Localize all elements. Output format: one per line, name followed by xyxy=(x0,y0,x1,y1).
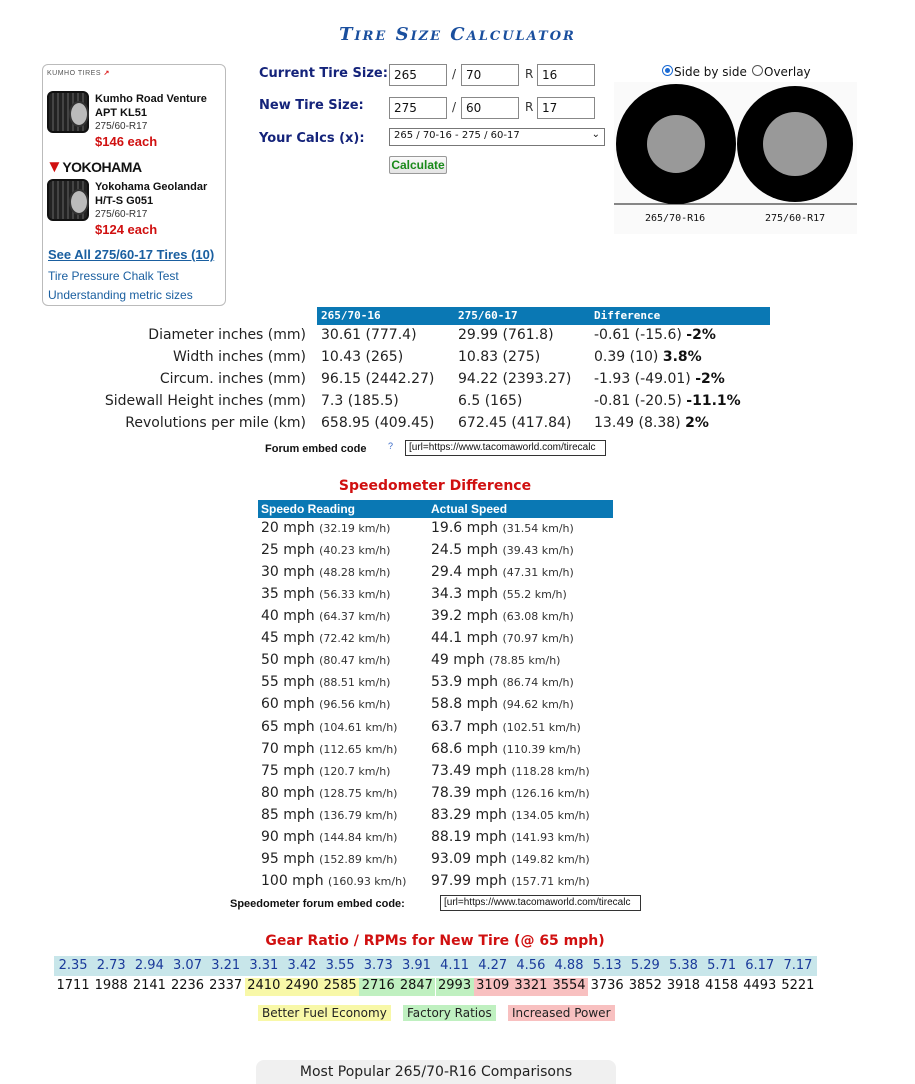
speedo-reading xyxy=(261,829,397,845)
actual-kmh: (134.05 km/h) xyxy=(511,808,590,822)
actual-kmh: (110.39 km/h) xyxy=(502,742,581,756)
cell-new: 29.99 (761.8) xyxy=(458,327,554,343)
legend-increased-power: Increased Power xyxy=(508,1005,615,1021)
rpm-value: 2993 xyxy=(436,978,474,996)
actual-kmh: (39.43 km/h) xyxy=(502,544,574,558)
rpm-value: 4158 xyxy=(705,978,739,993)
gear-ratio: 4.88 xyxy=(554,958,584,973)
header-current: 265/70-16 xyxy=(321,309,381,322)
page-title: Tire Size Calculator xyxy=(339,24,576,45)
popular-comparisons-tab[interactable]: Most Popular 265/70-R16 Comparisons xyxy=(256,1060,616,1084)
speedo-kmh: (152.89 km/h) xyxy=(319,852,398,866)
diff-percent: -11.1% xyxy=(686,393,741,409)
actual-speed xyxy=(431,696,574,712)
speedo-mph: 45 mph xyxy=(261,630,315,647)
speedo-reading xyxy=(261,674,390,690)
actual-speed xyxy=(431,520,574,536)
rim-r: R xyxy=(525,100,534,114)
row-label: Circum. inches (mm) xyxy=(159,371,306,387)
speedo-reading xyxy=(261,696,390,712)
speedo-kmh: (160.93 km/h) xyxy=(328,874,407,888)
actual-speed xyxy=(431,785,590,801)
gear-ratio: 2.35 xyxy=(58,958,88,973)
actual-speed xyxy=(431,630,574,646)
header-difference: Difference xyxy=(594,309,661,322)
actual-speed xyxy=(431,652,560,668)
gear-ratio: 5.38 xyxy=(668,958,698,973)
speedo-mph: 30 mph xyxy=(261,564,315,581)
speedo-reading xyxy=(261,741,397,757)
speedo-reading xyxy=(261,564,390,580)
calcs-select-value: 265 / 70-16 - 275 / 60-17 xyxy=(394,130,520,141)
speedo-kmh: (56.33 km/h) xyxy=(319,588,391,602)
actual-kmh: (149.82 km/h) xyxy=(511,852,590,866)
rpm-value: 1711 xyxy=(56,978,90,993)
actual-speed xyxy=(431,741,581,757)
gear-ratio: 3.73 xyxy=(363,958,393,973)
chevron-down-icon: ⌄ xyxy=(591,129,600,140)
speedo-mph: 25 mph xyxy=(261,542,315,559)
speedo-reading xyxy=(261,873,406,889)
forum-embed-input[interactable]: [url=https://www.tacomaworld.com/tirecalc xyxy=(405,440,606,456)
comparison-header xyxy=(317,307,770,325)
current-tire-diagram-label: 265/70-R16 xyxy=(645,213,706,224)
speedometer-title: Speedometer Difference xyxy=(338,478,532,494)
actual-kmh: (55.2 km/h) xyxy=(502,588,567,602)
speedo-mph: 95 mph xyxy=(261,850,315,867)
calcs-select[interactable] xyxy=(389,128,605,146)
gear-ratio: 3.42 xyxy=(287,958,317,973)
see-all-tires-link[interactable]: See All 275/60-17 Tires (10) xyxy=(48,247,215,262)
ad-tire-price: $146 each xyxy=(95,134,158,149)
diff-percent: 3.8% xyxy=(662,349,702,365)
cell-difference xyxy=(594,349,702,365)
gear-ratio: 3.55 xyxy=(325,958,355,973)
cell-current: 658.95 (409.45) xyxy=(321,415,435,431)
actual-kmh: (126.16 km/h) xyxy=(511,786,590,800)
speedo-reading xyxy=(261,719,397,735)
actual-kmh: (78.85 km/h) xyxy=(489,654,561,668)
actual-mph: 97.99 mph xyxy=(431,872,507,889)
speedo-reading xyxy=(261,630,390,646)
new-rim-input[interactable] xyxy=(537,97,595,119)
cell-current: 10.43 (265) xyxy=(321,349,404,365)
speedo-kmh: (120.7 km/h) xyxy=(319,764,391,778)
rpm-value: 2410 xyxy=(245,978,283,996)
row-label: Revolutions per mile (km) xyxy=(125,415,306,431)
overlay-label[interactable]: Overlay xyxy=(764,65,811,79)
gear-ratio: 3.21 xyxy=(211,958,241,973)
new-ratio-input[interactable] xyxy=(461,97,519,119)
speedo-reading xyxy=(261,542,390,558)
speedo-kmh: (128.75 km/h) xyxy=(319,786,398,800)
ad-tire-size: 275/60-R17 xyxy=(95,121,148,132)
actual-kmh: (157.71 km/h) xyxy=(511,874,590,888)
help-icon[interactable]: ? xyxy=(388,441,394,451)
actual-speed xyxy=(431,608,574,624)
actual-mph: 49 mph xyxy=(431,652,485,669)
speedo-reading xyxy=(261,520,390,536)
speedo-mph: 100 mph xyxy=(261,872,324,889)
actual-mph: 83.29 mph xyxy=(431,806,507,823)
rpm-value: 2337 xyxy=(209,978,243,993)
actual-mph: 19.6 mph xyxy=(431,520,499,536)
speedo-kmh: (64.37 km/h) xyxy=(319,610,391,624)
gear-ratio: 7.17 xyxy=(783,958,813,973)
tire-ad-box xyxy=(42,64,226,306)
kumho-logo: KUMHO TIRES ↗ xyxy=(47,70,110,77)
tire-diagram-svg xyxy=(614,82,857,234)
cell-new: 6.5 (165) xyxy=(458,393,523,409)
diff-value: -0.81 (-20.5) xyxy=(594,393,682,409)
gear-ratio: 3.07 xyxy=(173,958,202,973)
rpm-value: 2847 xyxy=(397,978,435,996)
actual-speed xyxy=(431,851,590,867)
actual-speed xyxy=(431,763,590,779)
speedo-kmh: (40.23 km/h) xyxy=(319,544,391,558)
actual-mph: 24.5 mph xyxy=(431,542,499,559)
rpm-value: 3918 xyxy=(666,978,700,993)
gear-ratio: 5.29 xyxy=(630,958,660,973)
speedo-reading xyxy=(261,608,390,624)
cell-difference xyxy=(594,393,741,409)
current-rim-input[interactable] xyxy=(537,64,595,86)
actual-mph: 44.1 mph xyxy=(431,630,499,647)
speedo-kmh: (80.47 km/h) xyxy=(319,654,391,668)
speedo-kmh: (144.84 km/h) xyxy=(319,830,398,844)
actual-kmh: (94.62 km/h) xyxy=(502,698,574,712)
calculate-button[interactable]: Calculate xyxy=(389,156,447,174)
speedometer-header xyxy=(258,500,613,518)
speedo-kmh: (112.65 km/h) xyxy=(319,742,398,756)
legend-factory-ratios: Factory Ratios xyxy=(403,1005,496,1021)
cell-new: 10.83 (275) xyxy=(458,349,541,365)
actual-mph: 93.09 mph xyxy=(431,850,507,867)
speedo-mph: 90 mph xyxy=(261,828,315,845)
speedo-kmh: (136.79 km/h) xyxy=(319,808,398,822)
cell-difference xyxy=(594,371,725,387)
row-label: Width inches (mm) xyxy=(172,349,306,365)
rpm-value: 3109 xyxy=(474,978,512,996)
diff-value: -0.61 (-15.6) xyxy=(594,327,682,343)
current-rim-circle xyxy=(647,115,705,173)
speedo-reading xyxy=(261,763,390,779)
speedo-kmh: (96.56 km/h) xyxy=(319,698,391,712)
side-by-side-radio[interactable] xyxy=(662,65,673,76)
tire-pressure-link[interactable]: Tire Pressure Chalk Test xyxy=(48,269,179,283)
rpm-value: 4493 xyxy=(743,978,777,993)
actual-kmh: (63.08 km/h) xyxy=(502,610,574,624)
speedo-embed-label: Speedometer forum embed code: xyxy=(230,898,405,910)
speedo-mph: 35 mph xyxy=(261,586,315,603)
speedo-mph: 70 mph xyxy=(261,740,315,757)
cell-difference xyxy=(594,327,716,343)
speedo-kmh: (48.28 km/h) xyxy=(319,566,391,580)
speedo-mph: 20 mph xyxy=(261,520,315,536)
rpm-value: 3321 xyxy=(512,978,550,996)
actual-kmh: (86.74 km/h) xyxy=(502,676,574,690)
actual-kmh: (47.31 km/h) xyxy=(502,566,574,580)
rpm-value: 2490 xyxy=(283,978,321,996)
diff-percent: -2% xyxy=(695,371,725,387)
actual-mph: 29.4 mph xyxy=(431,564,499,581)
actual-speed xyxy=(431,564,574,580)
actual-mph: 88.19 mph xyxy=(431,828,507,845)
actual-kmh: (102.51 km/h) xyxy=(502,720,581,734)
speedo-mph: 55 mph xyxy=(261,674,315,691)
rim-r: R xyxy=(525,67,534,81)
header-new: 275/60-17 xyxy=(458,309,518,322)
metric-sizes-link[interactable]: Understanding metric sizes xyxy=(48,288,193,302)
cell-current: 7.3 (185.5) xyxy=(321,393,399,409)
gear-ratio: 3.91 xyxy=(401,958,431,973)
actual-mph: 39.2 mph xyxy=(431,608,499,625)
speedo-kmh: (72.42 km/h) xyxy=(319,632,391,646)
actual-speed xyxy=(431,719,581,735)
gear-ratio: 3.31 xyxy=(249,958,279,973)
actual-mph: 58.8 mph xyxy=(431,696,499,713)
kumho-tire-image[interactable] xyxy=(47,91,89,133)
ad-tire-name[interactable]: Yokohama Geolandar H/T-S G051 xyxy=(95,181,208,207)
speedo-reading xyxy=(261,785,397,801)
speedo-mph: 80 mph xyxy=(261,784,315,801)
diff-value: 13.49 (8.38) xyxy=(594,415,681,431)
gear-ratio: 5.71 xyxy=(707,958,737,973)
slash: / xyxy=(452,67,457,81)
gear-ratio: 4.27 xyxy=(478,958,508,973)
overlay-radio[interactable] xyxy=(752,65,763,76)
actual-mph: 63.7 mph xyxy=(431,718,499,735)
side-by-side-label[interactable]: Side by side xyxy=(674,65,747,79)
row-label: Sidewall Height inches (mm) xyxy=(104,393,306,409)
diff-percent: 2% xyxy=(685,415,709,431)
speedo-kmh: (32.19 km/h) xyxy=(319,522,391,535)
speedo-mph: 60 mph xyxy=(261,696,315,713)
cell-new: 94.22 (2393.27) xyxy=(458,371,572,387)
actual-kmh: (141.93 km/h) xyxy=(511,830,590,844)
current-ratio-input[interactable] xyxy=(461,64,519,86)
speedo-mph: 50 mph xyxy=(261,652,315,669)
speedo-kmh: (88.51 km/h) xyxy=(319,676,391,690)
new-tire-label: New Tire Size: xyxy=(259,98,364,113)
current-tire-label: Current Tire Size: xyxy=(259,66,388,81)
rpm-value: 3736 xyxy=(590,978,624,993)
actual-kmh: (118.28 km/h) xyxy=(511,764,590,778)
actual-mph: 34.3 mph xyxy=(431,586,499,603)
slash: / xyxy=(452,100,457,114)
actual-mph: 53.9 mph xyxy=(431,674,499,691)
ad-tire-price: $124 each xyxy=(95,222,158,237)
forum-embed-label: Forum embed code xyxy=(265,443,367,455)
new-width-input[interactable] xyxy=(389,97,447,119)
gear-ratio: 2.94 xyxy=(134,958,164,973)
rpm-value: 1988 xyxy=(94,978,128,993)
your-calcs-label: Your Calcs (x): xyxy=(259,131,365,146)
row-label: Diameter inches (mm) xyxy=(148,327,306,343)
diff-value: 0.39 (10) xyxy=(594,349,659,365)
speedo-kmh: (104.61 km/h) xyxy=(319,720,398,734)
yokohama-tire-image[interactable] xyxy=(47,179,89,221)
rpm-value: 2716 xyxy=(359,978,397,996)
speedo-reading xyxy=(261,851,397,867)
rpm-value: 2141 xyxy=(132,978,166,993)
actual-speed xyxy=(431,586,567,602)
gear-ratio: 4.11 xyxy=(440,958,470,973)
gear-ratio: 5.13 xyxy=(592,958,622,973)
new-rim-circle xyxy=(763,112,827,176)
gear-ratio: 4.56 xyxy=(516,958,546,973)
speedo-mph: 40 mph xyxy=(261,608,315,625)
diff-value: -1.93 (-49.01) xyxy=(594,371,691,387)
legend-fuel-economy: Better Fuel Economy xyxy=(258,1005,391,1021)
rpm-value: 3852 xyxy=(628,978,662,993)
actual-speed xyxy=(431,829,590,845)
ad-tire-size: 275/60-R17 xyxy=(95,209,148,220)
actual-speed xyxy=(431,542,574,558)
new-tire-diagram-label: 275/60-R17 xyxy=(765,213,826,224)
gear-ratio: 2.73 xyxy=(96,958,126,973)
cell-difference xyxy=(594,415,709,431)
header-actual: Actual Speed xyxy=(431,502,508,516)
ad-tire-name[interactable]: Kumho Road Venture APT KL51 xyxy=(95,93,207,119)
actual-mph: 68.6 mph xyxy=(431,740,499,757)
gear-title: Gear Ratio / RPMs for New Tire (@ 65 mph) xyxy=(265,933,605,949)
rpm-value: 2236 xyxy=(170,978,205,993)
cell-current: 30.61 (777.4) xyxy=(321,327,417,343)
speedo-mph: 85 mph xyxy=(261,806,315,823)
actual-speed xyxy=(431,807,590,823)
diff-percent: -2% xyxy=(686,327,716,343)
actual-mph: 78.39 mph xyxy=(431,784,507,801)
speedo-reading xyxy=(261,652,390,668)
current-width-input[interactable] xyxy=(389,64,447,86)
rpm-value: 2585 xyxy=(321,978,359,996)
cell-new: 672.45 (417.84) xyxy=(458,415,572,431)
rpm-value: 5221 xyxy=(781,978,815,993)
actual-kmh: (31.54 km/h) xyxy=(502,522,574,535)
header-speedo: Speedo Reading xyxy=(261,502,356,516)
rpm-value: 3554 xyxy=(550,978,588,996)
speedo-embed-input[interactable]: [url=https://www.tacomaworld.com/tirecalc xyxy=(440,895,641,911)
actual-speed xyxy=(431,674,574,690)
speedo-mph: 75 mph xyxy=(261,762,315,779)
actual-mph: 73.49 mph xyxy=(431,762,507,779)
tire-diagram xyxy=(614,82,857,234)
actual-kmh: (70.97 km/h) xyxy=(502,632,574,646)
speedo-mph: 65 mph xyxy=(261,718,315,735)
cell-current: 96.15 (2442.27) xyxy=(321,371,435,387)
actual-speed xyxy=(431,873,590,889)
gear-ratio: 6.17 xyxy=(745,958,775,973)
speedo-reading xyxy=(261,586,390,602)
speedo-reading xyxy=(261,807,397,823)
yokohama-logo: ▼YOKOHAMA xyxy=(46,157,142,176)
